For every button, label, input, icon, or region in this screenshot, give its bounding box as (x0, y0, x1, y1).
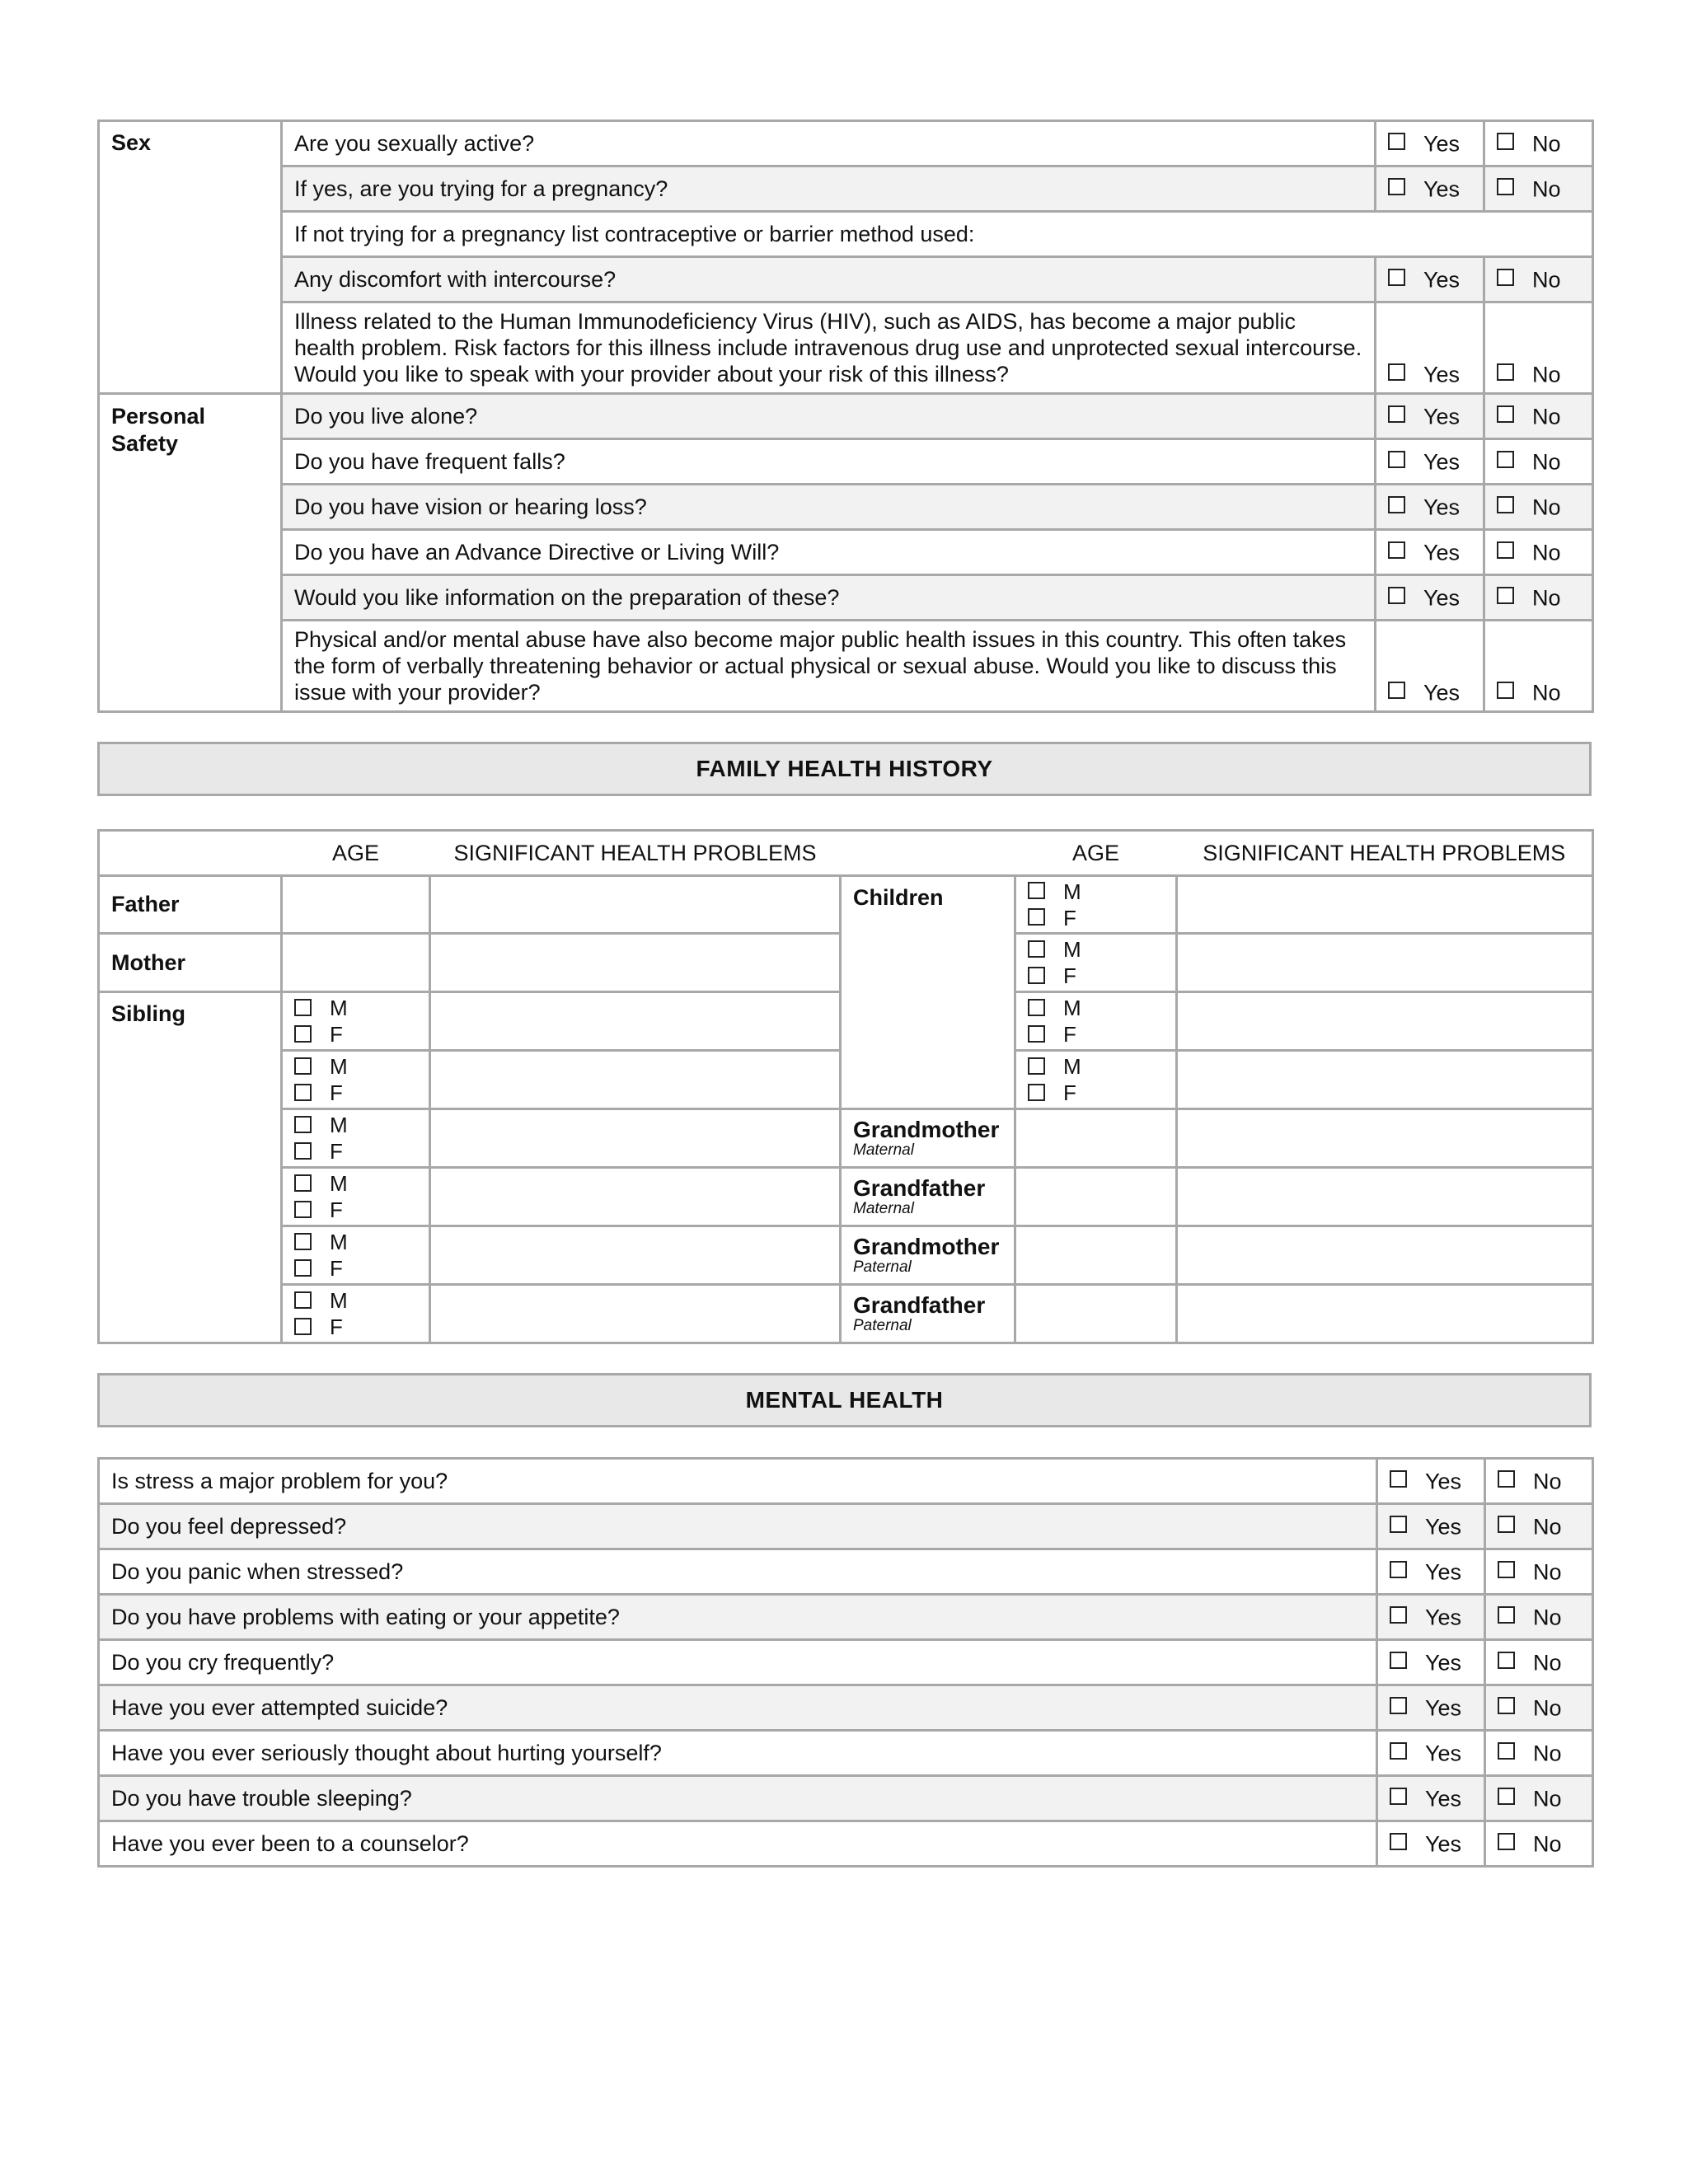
grandfather-maternal-label: Grandfather Maternal (841, 1168, 1015, 1226)
mother-label: Mother (99, 934, 282, 992)
question-discomfort: Any discomfort with intercourse? (282, 257, 1376, 302)
no-checkbox[interactable]: No (1485, 1504, 1593, 1549)
no-checkbox[interactable]: No (1484, 575, 1593, 621)
checkbox-icon (1388, 405, 1405, 423)
checkbox-icon (1390, 1470, 1407, 1488)
checkbox-icon (1388, 363, 1405, 381)
checkbox-icon (1497, 451, 1514, 468)
f-checkbox[interactable]: F (1028, 1021, 1164, 1047)
grandparent-age-field[interactable] (1015, 1168, 1177, 1226)
f-checkbox[interactable]: F (1028, 1080, 1164, 1106)
question-hurting: Have you ever seriously thought about hurting yourself? (99, 1731, 1377, 1776)
yes-checkbox[interactable]: Yes (1377, 1459, 1485, 1504)
yes-checkbox[interactable]: Yes (1376, 121, 1484, 166)
question-advance-directive: Do you have an Advance Directive or Living Will? (282, 530, 1376, 575)
yes-checkbox[interactable]: Yes (1377, 1504, 1485, 1549)
m-checkbox[interactable]: M (1028, 995, 1164, 1021)
no-checkbox[interactable]: No (1484, 302, 1593, 394)
f-checkbox[interactable]: F (294, 1080, 417, 1106)
checkbox-icon (1390, 1516, 1407, 1533)
no-checkbox[interactable]: No (1484, 621, 1593, 712)
yes-checkbox[interactable]: Yes (1377, 1731, 1485, 1776)
grandparent-age-field[interactable] (1015, 1109, 1177, 1168)
yes-checkbox[interactable]: Yes (1376, 166, 1484, 212)
question-vision-hearing: Do you have vision or hearing loss? (282, 485, 1376, 530)
question-counselor: Have you ever been to a counselor? (99, 1821, 1377, 1867)
father-age-field[interactable] (282, 876, 430, 934)
question-abuse: Physical and/or mental abuse have also become major public health issues in this country. This often takes the form of verbally threatening behavior or actual physical or sexual abuse. Would you like to discuss this issue with your provider? (282, 621, 1376, 712)
f-checkbox[interactable]: F (294, 1314, 417, 1340)
header-blank-mid (841, 831, 1015, 876)
child-sex-checkboxes[interactable] (1015, 1051, 1177, 1109)
grandmother-paternal-label: Grandmother Paternal (841, 1226, 1015, 1285)
sex-category-label: Sex (99, 121, 282, 394)
no-checkbox[interactable]: No (1484, 485, 1593, 530)
checkbox-icon (1390, 1742, 1407, 1760)
m-checkbox[interactable]: M (294, 1170, 417, 1197)
checkbox-icon (1028, 882, 1045, 899)
form-page (97, 120, 1592, 1868)
checkbox-icon (1498, 1652, 1515, 1669)
checkbox-icon (1498, 1697, 1515, 1714)
checkbox-icon (1497, 496, 1514, 513)
yes-checkbox[interactable]: Yes (1376, 394, 1484, 439)
no-checkbox[interactable]: No (1485, 1595, 1593, 1640)
child-sex-checkboxes[interactable] (1015, 876, 1177, 934)
sibling-sex-checkboxes[interactable] (282, 1051, 430, 1109)
no-checkbox[interactable]: No (1485, 1549, 1593, 1595)
checkbox-icon (294, 1142, 312, 1160)
m-checkbox[interactable]: M (294, 1112, 417, 1138)
checkbox-icon (1390, 1697, 1407, 1714)
col-problems-right: SIGNIFICANT HEALTH PROBLEMS (1177, 831, 1593, 876)
sibling-sex-checkboxes[interactable] (282, 992, 430, 1051)
question-sleeping: Do you have trouble sleeping? (99, 1776, 1377, 1821)
question-cry: Do you cry frequently? (99, 1640, 1377, 1685)
grandparent-problems-field[interactable] (1177, 1285, 1593, 1343)
family-history-heading: FAMILY HEALTH HISTORY (97, 742, 1592, 796)
no-checkbox[interactable]: No (1484, 530, 1593, 575)
checkbox-icon (1390, 1788, 1407, 1805)
col-age-right: AGE (1015, 831, 1177, 876)
f-checkbox[interactable]: F (294, 1255, 417, 1282)
no-checkbox[interactable]: No (1484, 257, 1593, 302)
no-checkbox[interactable]: No (1484, 394, 1593, 439)
sibling-label: Sibling (99, 992, 282, 1343)
m-checkbox[interactable]: M (1028, 879, 1164, 905)
mother-problems-field[interactable] (430, 934, 841, 992)
checkbox-icon (1388, 496, 1405, 513)
yes-checkbox[interactable]: Yes (1376, 302, 1484, 394)
child-problems-field[interactable] (1177, 992, 1593, 1051)
child-sex-checkboxes[interactable] (1015, 992, 1177, 1051)
question-contraceptive[interactable]: If not trying for a pregnancy list contraceptive or barrier method used: (282, 212, 1593, 257)
child-problems-field[interactable] (1177, 934, 1593, 992)
sibling-problems-field[interactable] (430, 1109, 841, 1168)
f-checkbox[interactable]: F (1028, 963, 1164, 989)
m-checkbox[interactable]: M (1028, 1053, 1164, 1080)
checkbox-icon (1388, 178, 1405, 195)
checkbox-icon (294, 1259, 312, 1277)
checkbox-icon (1497, 682, 1514, 699)
checkbox-icon (1390, 1561, 1407, 1578)
yes-checkbox[interactable]: Yes (1376, 530, 1484, 575)
yes-checkbox[interactable]: Yes (1377, 1776, 1485, 1821)
question-sexually-active: Are you sexually active? (282, 121, 1376, 166)
checkbox-icon (1028, 908, 1045, 926)
checkbox-icon (294, 1233, 312, 1250)
sibling-sex-checkboxes[interactable] (282, 1285, 430, 1343)
question-hiv: Illness related to the Human Immunodeficiency Virus (HIV), such as AIDS, has become a major public health problem. Risk factors for this illness include intravenous drug use and unprotected sexual intercourse. Would you like to speak with your provider about your risk of this illness? (282, 302, 1376, 394)
yes-checkbox[interactable]: Yes (1376, 485, 1484, 530)
checkbox-icon (1497, 405, 1514, 423)
grandparent-problems-field[interactable] (1177, 1226, 1593, 1285)
checkbox-icon (294, 1025, 312, 1043)
checkbox-icon (1497, 541, 1514, 559)
checkbox-icon (294, 1201, 312, 1218)
f-checkbox[interactable]: F (1028, 905, 1164, 931)
checkbox-icon (294, 1318, 312, 1335)
f-checkbox[interactable]: F (294, 1138, 417, 1165)
checkbox-icon (294, 1116, 312, 1133)
question-depressed: Do you feel depressed? (99, 1504, 1377, 1549)
father-label: Father (99, 876, 282, 934)
checkbox-icon (294, 1084, 312, 1101)
checkbox-icon (1388, 682, 1405, 699)
sibling-sex-checkboxes[interactable] (282, 1168, 430, 1226)
sex-safety-table (97, 120, 1594, 713)
sibling-problems-field[interactable] (430, 1226, 841, 1285)
child-problems-field[interactable] (1177, 876, 1593, 934)
checkbox-icon (1388, 451, 1405, 468)
checkbox-icon (294, 999, 312, 1016)
yes-checkbox[interactable]: Yes (1377, 1821, 1485, 1867)
f-checkbox[interactable]: F (294, 1197, 417, 1223)
question-eating: Do you have problems with eating or your appetite? (99, 1595, 1377, 1640)
yes-checkbox[interactable]: Yes (1376, 257, 1484, 302)
family-history-table (97, 829, 1594, 1344)
checkbox-icon (1388, 541, 1405, 559)
sibling-sex-checkboxes[interactable] (282, 1109, 430, 1168)
checkbox-icon (1390, 1652, 1407, 1669)
question-live-alone: Do you live alone? (282, 394, 1376, 439)
yes-checkbox[interactable]: Yes (1377, 1549, 1485, 1595)
sibling-problems-field[interactable] (430, 1168, 841, 1226)
checkbox-icon (1390, 1833, 1407, 1850)
checkbox-icon (1497, 363, 1514, 381)
grandparent-age-field[interactable] (1015, 1226, 1177, 1285)
checkbox-icon (1028, 1025, 1045, 1043)
question-stress: Is stress a major problem for you? (99, 1459, 1377, 1504)
checkbox-icon (1498, 1742, 1515, 1760)
f-checkbox[interactable]: F (294, 1021, 417, 1047)
yes-checkbox[interactable]: Yes (1376, 621, 1484, 712)
checkbox-icon (1388, 133, 1405, 150)
checkbox-icon (1028, 1057, 1045, 1075)
grandparent-problems-field[interactable] (1177, 1168, 1593, 1226)
no-checkbox[interactable]: No (1484, 166, 1593, 212)
child-sex-checkboxes[interactable] (1015, 934, 1177, 992)
question-info-preparation: Would you like information on the preparation of these? (282, 575, 1376, 621)
sibling-problems-field[interactable] (430, 992, 841, 1051)
checkbox-icon (294, 1174, 312, 1192)
checkbox-icon (1498, 1516, 1515, 1533)
m-checkbox[interactable]: M (294, 1053, 417, 1080)
checkbox-icon (1388, 587, 1405, 604)
checkbox-icon (294, 1057, 312, 1075)
checkbox-icon (1498, 1470, 1515, 1488)
col-problems-left: SIGNIFICANT HEALTH PROBLEMS (430, 831, 841, 876)
checkbox-icon (1498, 1561, 1515, 1578)
checkbox-icon (1498, 1788, 1515, 1805)
no-checkbox[interactable]: No (1485, 1685, 1593, 1731)
m-checkbox[interactable]: M (294, 1229, 417, 1255)
child-problems-field[interactable] (1177, 1051, 1593, 1109)
safety-category-label: Personal Safety (99, 394, 282, 712)
yes-checkbox[interactable]: Yes (1376, 575, 1484, 621)
no-checkbox[interactable]: No (1485, 1731, 1593, 1776)
yes-checkbox[interactable]: Yes (1377, 1685, 1485, 1731)
header-blank (99, 831, 282, 876)
checkbox-icon (1497, 269, 1514, 286)
checkbox-icon (1028, 999, 1045, 1016)
children-label: Children (841, 876, 1015, 1109)
checkbox-icon (294, 1291, 312, 1309)
checkbox-icon (1497, 587, 1514, 604)
m-checkbox[interactable]: M (294, 995, 417, 1021)
question-pregnancy: If yes, are you trying for a pregnancy? (282, 166, 1376, 212)
yes-checkbox[interactable]: Yes (1377, 1595, 1485, 1640)
mental-health-heading: MENTAL HEALTH (97, 1373, 1592, 1427)
checkbox-icon (1388, 269, 1405, 286)
checkbox-icon (1497, 133, 1514, 150)
no-checkbox[interactable]: No (1485, 1640, 1593, 1685)
checkbox-icon (1497, 178, 1514, 195)
grandmother-maternal-label: Grandmother Maternal (841, 1109, 1015, 1168)
col-age-left: AGE (282, 831, 430, 876)
no-checkbox[interactable]: No (1485, 1776, 1593, 1821)
checkbox-icon (1498, 1833, 1515, 1850)
m-checkbox[interactable]: M (1028, 936, 1164, 963)
m-checkbox[interactable]: M (294, 1287, 417, 1314)
sibling-problems-field[interactable] (430, 1285, 841, 1343)
question-falls: Do you have frequent falls? (282, 439, 1376, 485)
mother-age-field[interactable] (282, 934, 430, 992)
yes-checkbox[interactable]: Yes (1376, 439, 1484, 485)
no-checkbox[interactable]: No (1484, 439, 1593, 485)
checkbox-icon (1498, 1606, 1515, 1624)
checkbox-icon (1028, 967, 1045, 984)
grandparent-problems-field[interactable] (1177, 1109, 1593, 1168)
question-suicide: Have you ever attempted suicide? (99, 1685, 1377, 1731)
mental-health-table (97, 1457, 1594, 1868)
checkbox-icon (1028, 940, 1045, 958)
grandfather-paternal-label: Grandfather Paternal (841, 1285, 1015, 1343)
question-panic: Do you panic when stressed? (99, 1549, 1377, 1595)
checkbox-icon (1028, 1084, 1045, 1101)
checkbox-icon (1390, 1606, 1407, 1624)
father-problems-field[interactable] (430, 876, 841, 934)
no-checkbox[interactable]: No (1485, 1459, 1593, 1504)
grandparent-age-field[interactable] (1015, 1285, 1177, 1343)
yes-checkbox[interactable]: Yes (1377, 1640, 1485, 1685)
sibling-problems-field[interactable] (430, 1051, 841, 1109)
no-checkbox[interactable]: No (1485, 1821, 1593, 1867)
no-checkbox[interactable]: No (1484, 121, 1593, 166)
sibling-sex-checkboxes[interactable] (282, 1226, 430, 1285)
